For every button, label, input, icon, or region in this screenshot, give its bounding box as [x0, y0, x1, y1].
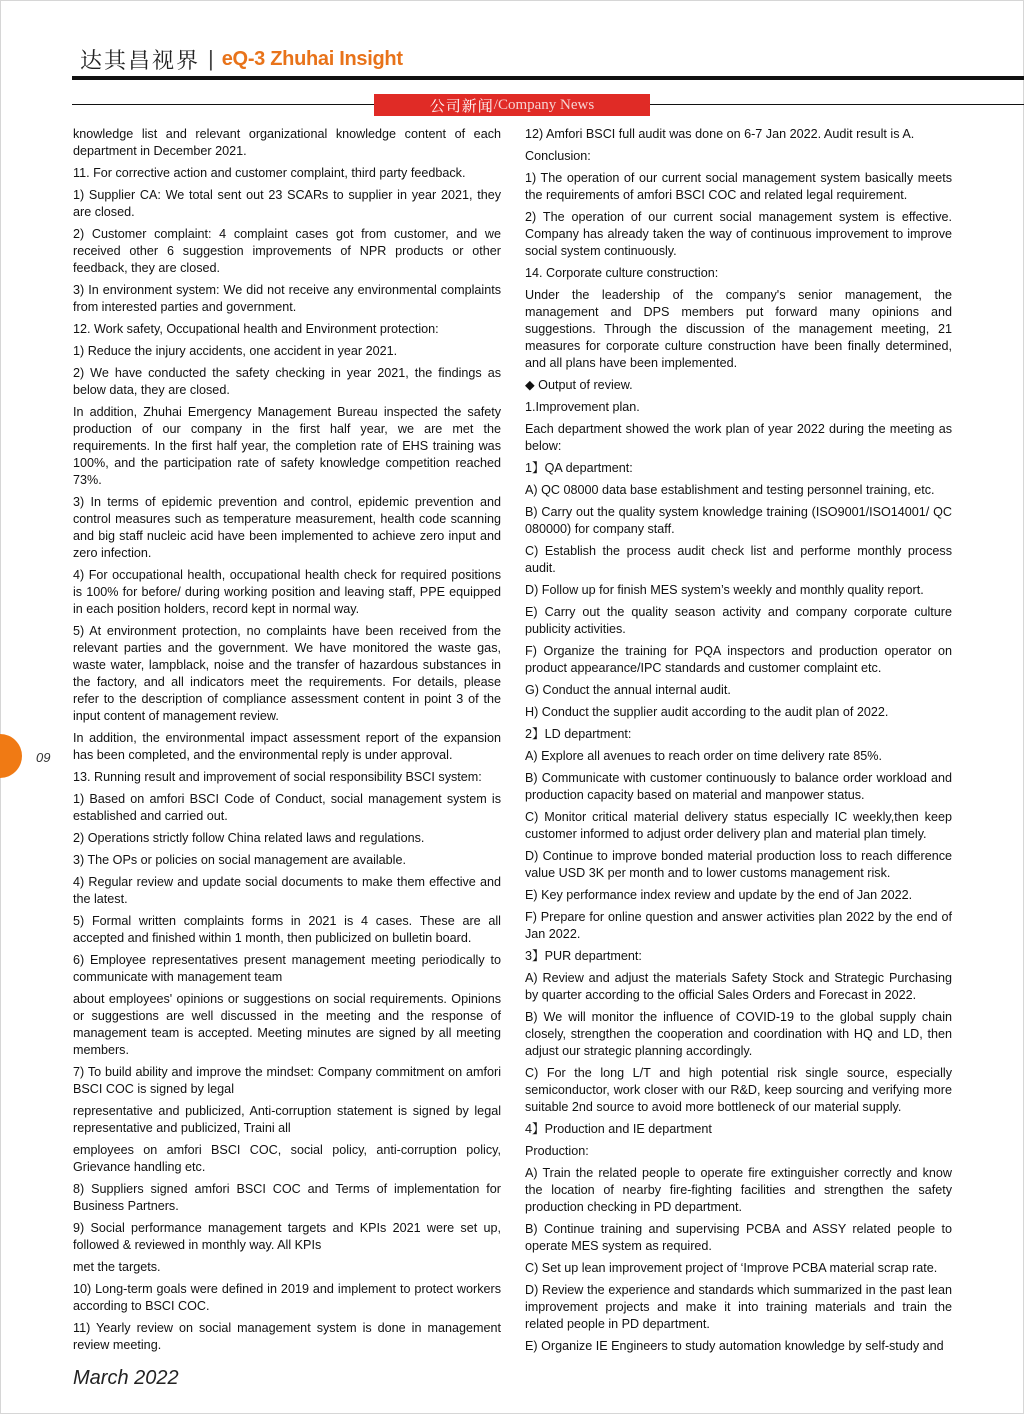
paragraph: F) Prepare for online question and answer activities plan 2022 by the end of Jan 2022. [525, 910, 952, 941]
issue-date: March 2022 [73, 1367, 179, 1389]
paragraph: met the targets. [73, 1260, 161, 1274]
paragraph: A) Train the related people to operate fire extinguisher correctly and know the location of nearby fire-fighting facilities and strengthen the safety production checking in PD department. [525, 1166, 952, 1214]
paragraph: A) QC 08000 data base establishment and testing personnel training, etc. [525, 483, 935, 497]
paragraph: D) Follow up for finish MES system’s weekly and monthly quality report. [525, 583, 924, 597]
paragraph: 7) To build ability and improve the mindset: Company commitment on amfori BSCI COC is signed by legal [73, 1065, 501, 1096]
paragraph: 2】LD department: [525, 727, 632, 741]
right-column [525, 126, 952, 1360]
paragraph: 12) Amfori BSCI full audit was done on 6-7 Jan 2022. Audit result is A. [525, 127, 915, 141]
paragraph: 4) Regular review and update social documents to make them effective and the latest. [73, 875, 501, 906]
masthead [80, 44, 403, 74]
paragraph: 13. Running result and improvement of social responsibility BSCI system: [73, 770, 482, 784]
paragraph: C) Set up lean improvement project of ‘Improve PCBA material scrap rate. [525, 1261, 938, 1275]
paragraph: G) Conduct the annual internal audit. [525, 683, 731, 697]
left-column [73, 126, 501, 1359]
paragraph: Each department showed the work plan of year 2022 during the meeting as below: [525, 422, 952, 453]
paragraph: C) For the long L/T and high potential risk single source, especially semiconductor, work closer with our R&D, keep sourcing and verifying more suitable 2nd source to avoid more bottleneck of our material supply. [525, 1066, 952, 1114]
paragraph: ◆ Output of review. [525, 378, 633, 392]
paragraph: Production: [525, 1144, 589, 1158]
paragraph: B) Carry out the quality system knowledge training (ISO9001/ISO14001/ QC 080000) for company staff. [525, 505, 952, 536]
brand-chinese: 达其昌视界 [80, 48, 201, 74]
paragraph: 4】Production and IE department [525, 1122, 712, 1136]
brand-english: eQ-3 Zhuhai Insight [221, 47, 403, 70]
paragraph: In addition, the environmental impact assessment report of the expansion has been completed, and the environmental reply is under approval. [73, 731, 501, 762]
paragraph: C) Monitor critical material delivery status especially IC weekly,then keep customer informed to adjust order delivery plan and material plan timely. [525, 810, 952, 841]
paragraph: E) Key performance index review and update by the end of Jan 2022. [525, 888, 913, 902]
paragraph: 1) Based on amfori BSCI Code of Conduct, social management system is established and carried out. [73, 792, 501, 823]
paragraph: 6) Employee representatives present management meeting periodically to communicate with management team [73, 953, 501, 984]
paragraph: employees on amfori BSCI COC, social policy, anti-corruption policy, Grievance handling etc. [73, 1143, 501, 1174]
section-tag-company-news [374, 94, 650, 116]
paragraph: 4) For occupational health, occupational health check for required positions is 100% for before/ during working position and leaving staff, PPE equipped in each position holders, record kept in normal way. [73, 568, 501, 616]
paragraph: 1) The operation of our current social management system basically meets the requirements of amfori BSCI COC and related legal requirement. [525, 171, 952, 202]
paragraph: C) Establish the process audit check list and performe monthly process audit. [525, 544, 952, 575]
paragraph: 2) Operations strictly follow China related laws and regulations. [73, 831, 425, 845]
paragraph: A) Explore all avenues to reach order on time delivery rate 85%. [525, 749, 883, 763]
paragraph: 2) The operation of our current social management system is effective. Company has already taken the way of continuous improvement to improve social system continuously. [525, 210, 952, 258]
paragraph: 8) Suppliers signed amfori BSCI COC and Terms of implementation for Business Partners. [73, 1182, 501, 1213]
paragraph: E) Carry out the quality season activity and company corporate culture publicity activities. [525, 605, 952, 636]
paragraph: B) Communicate with customer continuously to balance order workload and production capacity based on material and manpower status. [525, 771, 952, 802]
paragraph: B) We will monitor the influence of COVID-19 to the global supply chain closely, strengthen the cooperation and coordination with HQ and LD, then adjust our strategic planning accordingly. [525, 1010, 952, 1058]
paragraph: 3) In terms of epidemic prevention and control, epidemic prevention and control measures such as temperature measurement, health code scanning and big staff nucleic acid have been implemented to achieve zero input and zero infection. [73, 495, 501, 560]
paragraph: 9) Social performance management targets and KPIs 2021 were set up, followed & reviewed in monthly way. All KPIs [73, 1221, 501, 1252]
paragraph: 10) Long-term goals were defined in 2019 and implement to protect workers according to BSCI COC. [73, 1282, 501, 1313]
paragraph: 1】QA department: [525, 461, 633, 475]
paragraph: 2) We have conducted the safety checking in year 2021, the findings as below data, they are closed. [73, 366, 501, 397]
paragraph: 3】PUR department: [525, 949, 642, 963]
paragraph: 1) Reduce the injury accidents, one accident in year 2021. [73, 344, 398, 358]
paragraph: 2) Customer complaint: 4 complaint cases got from customer, and we received other 6 suggestion improvements of NPR products or other feedback, they are closed. [73, 227, 501, 275]
section-title-chinese: 公司新闻 [429, 96, 494, 115]
paragraph: B) Continue training and supervising PCBA and ASSY related people to operate MES system as required. [525, 1222, 952, 1253]
paragraph: A) Review and adjust the materials Safety Stock and Strategic Purchasing by quarter according to the official Sales Orders and Forecast in 2022. [525, 971, 952, 1002]
paragraph: H) Conduct the supplier audit according to the audit plan of 2022. [525, 705, 889, 719]
paragraph: E) Organize IE Engineers to study automation knowledge by self-study and [525, 1339, 944, 1353]
paragraph: 5) At environment protection, no complaints have been received from the relevant parties and the government. We have monitored the waste gas, waste water, lampblack, noise and the transfer of hazardous substances in the factory, and all indicators meet the requirements. For details, please refer to the description of compliance assessment content in point 3 of the input content of management review. [73, 624, 501, 723]
paragraph: D) Review the experience and standards which summarized in the past lean improvement projects and make it into training materials and train the related people in PD department. [525, 1283, 952, 1331]
header-rule-thick [72, 76, 1024, 80]
paragraph: 12. Work safety, Occupational health and Environment protection: [73, 322, 439, 336]
paragraph: 5) Formal written complaints forms in 2021 is 4 cases. These are all accepted and finished within 1 month, then publicized on bulletin board. [73, 914, 501, 945]
paragraph: Conclusion: [525, 149, 591, 163]
paragraph: 3) The OPs or policies on social management are available. [73, 853, 406, 867]
paragraph: 1) Supplier CA: We total sent out 23 SCARs to supplier in year 2021, they are closed. [73, 188, 501, 219]
paragraph: 11. For corrective action and customer complaint, third party feedback. [73, 166, 466, 180]
paragraph: 1.Improvement plan. [525, 400, 640, 414]
section-title-english: /Company News [493, 96, 595, 113]
brand-separator: | [208, 46, 214, 71]
paragraph: Under the leadership of the company's senior management, the management and DPS members put forward many opinions and suggestions. Through the discussion of the management meeting, 21 measures for corporate culture construction have been finally determined, and all plans have been implemented. [525, 288, 952, 370]
paragraph: 11) Yearly review on social management system is done in management review meeting. [73, 1321, 501, 1352]
paragraph: D) Continue to improve bonded material production loss to reach difference value USD 3K per month and to lower customs management risk. [525, 849, 952, 880]
paragraph: representative and publicized, Anti-corruption statement is signed by legal representative and publicized, Traini all [73, 1104, 501, 1135]
paragraph: In addition, Zhuhai Emergency Management Bureau inspected the safety production of our company in the first half year, we are met the requirements. In the first half year, the completion rate of EHS training was 100%, and the participation rate of safety knowledge competition reached 73%. [73, 405, 501, 487]
paragraph: 3) In environment system: We did not receive any environmental complaints from interested parties and government. [73, 283, 501, 314]
paragraph: about employees' opinions or suggestions on social requirements. Opinions or suggestions are well discussed in the meeting and the response of management team is accepted. Meeting minutes are signed by all meeting members. [73, 992, 501, 1057]
paragraph: 14. Corporate culture construction: [525, 266, 719, 280]
paragraph: F) Organize the training for PQA inspectors and production operator on product appearance/IPC standards and customer complaint etc. [525, 644, 952, 675]
paragraph: knowledge list and relevant organizational knowledge content of each department in December 2021. [73, 127, 501, 158]
page-number: 09 [36, 750, 51, 765]
